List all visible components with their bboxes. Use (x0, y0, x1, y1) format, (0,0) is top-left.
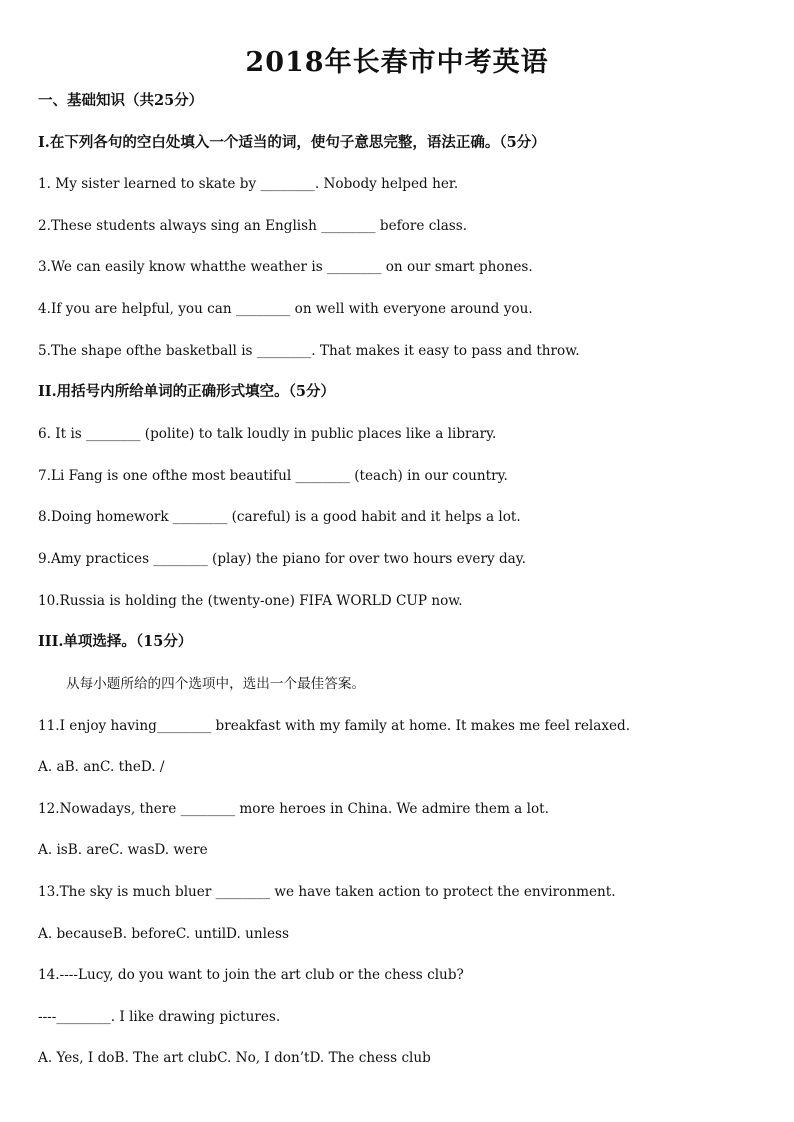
question-14: 14.----Lucy, do you want to join the art club or the chess club? (38, 967, 464, 983)
question-7: 7.Li Fang is one ofthe most beautiful ________ (teach) in our country. (38, 468, 508, 484)
question-4: 4.If you are helpful, you can ________ on well with everyone around you. (38, 301, 533, 317)
question-14-response: ----________. I like drawing pictures. (38, 1009, 281, 1025)
question-13: 13.The sky is much bluer ________ we have taken action to protect the environment. (38, 884, 616, 900)
question-3: 3.We can easily know whatthe weather is ________ on our smart phones. (38, 259, 533, 275)
question-6: 6. It is ________ (polite) to talk loudly in public places like a library. (38, 426, 497, 442)
part-heading-fill-blank: I.在下列各句的空白处填入一个适当的词，使句子意思完整，语法正确。（5分） (38, 134, 546, 151)
question-13-options: A. becauseB. beforeC. untilD. unless (38, 926, 289, 942)
question-8: 8.Doing homework ________ (careful) is a good habit and it helps a lot. (38, 509, 521, 525)
page-title: 2018年长春市中考英语 (245, 47, 549, 78)
question-14-options: A. Yes, I doB. The art clubC. No, I don’tD. The chess club (38, 1050, 431, 1066)
question-9: 9.Amy practices ________ (play) the piano for over two hours every day. (38, 551, 526, 567)
part-heading-word-forms: II.用括号内所给单词的正确形式填空。（5分） (38, 383, 335, 400)
question-5: 5.The shape ofthe basketball is ________. That makes it easy to pass and throw. (38, 343, 580, 359)
question-11-options: A. aB. anC. theD. / (38, 759, 165, 775)
multiple-choice-instructions: 从每小题所给的四个选项中，选出一个最佳答案。 (66, 676, 366, 692)
question-2: 2.These students always sing an English ________ before class. (38, 218, 468, 234)
question-12: 12.Nowadays, there ________ more heroes in China. We admire them a lot. (38, 801, 549, 817)
question-10: 10.Russia is holding the (twenty-one) FIFA WORLD CUP now. (38, 593, 463, 609)
question-1: 1. My sister learned to skate by ________. Nobody helped her. (38, 176, 459, 192)
part-heading-multiple-choice: III.单项选择。（15分） (38, 633, 193, 650)
question-12-options: A. isB. areC. wasD. were (38, 842, 208, 858)
section-heading-basic-knowledge: 一、基础知识（共25分） (38, 92, 204, 109)
question-11: 11.I enjoy having________ breakfast with my family at home. It makes me feel relaxed. (38, 718, 631, 734)
